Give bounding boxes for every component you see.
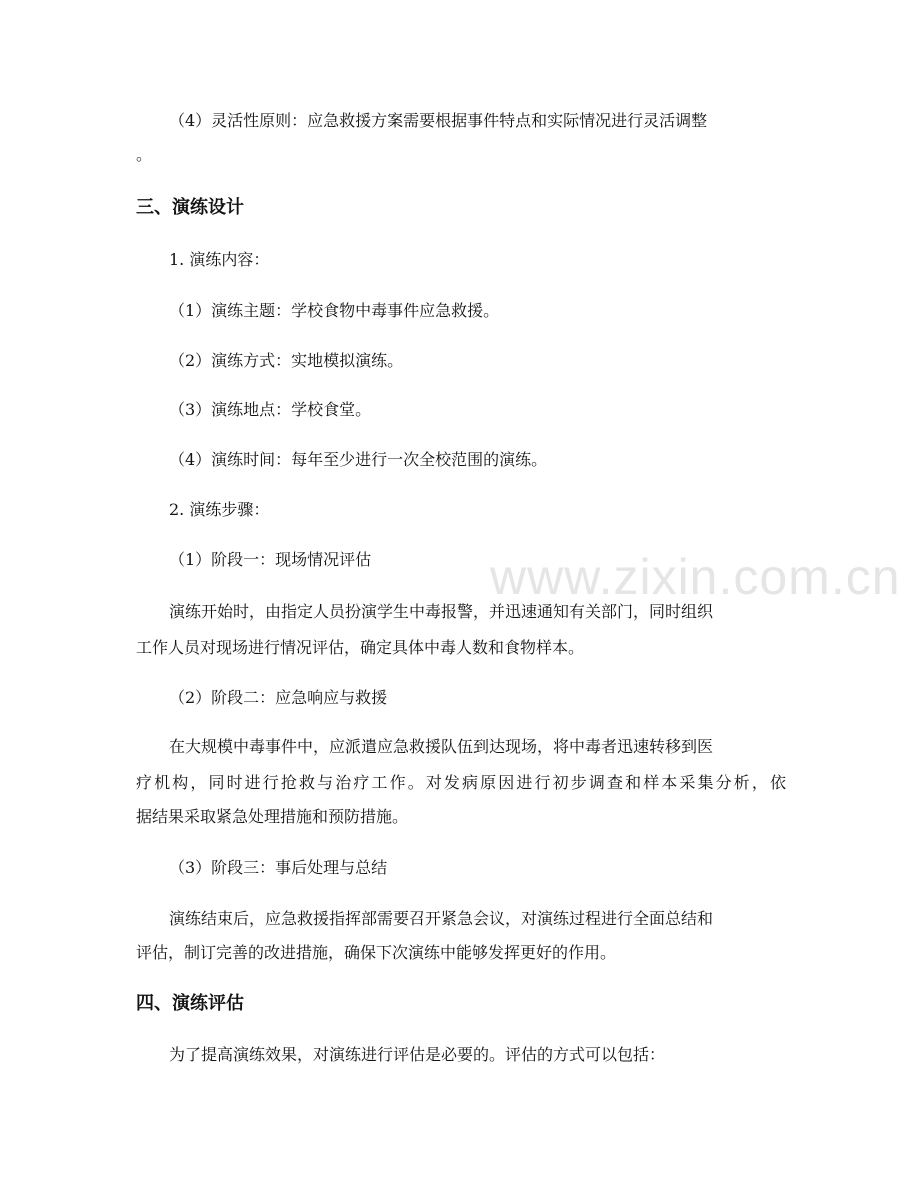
stage-one-text-line-2: 工作人员对现场进行情况评估，确定具体中毒人数和食物样本。 <box>136 638 585 657</box>
stage-one-text-line-1: 演练开始时，由指定人员扮演学生中毒报警，并迅速通知有关部门，同时组织 <box>169 602 714 621</box>
stage-two-text-line-1: 在大规模中毒事件中，应派遣应急救援队伍到达现场，将中毒者迅速转移到医 <box>169 737 714 756</box>
section-heading-drill-evaluation: 四、演练评估 <box>136 993 244 1014</box>
list-item-drill-location: （3）演练地点：学校食堂。 <box>169 400 372 419</box>
list-item-drill-time: （4）演练时间：每年至少进行一次全校范围的演练。 <box>169 450 548 469</box>
evaluation-intro: 为了提高演练效果，对演练进行评估是必要的。评估的方式可以包括： <box>169 1045 666 1064</box>
site-watermark: www.zixin.com.cn <box>490 549 901 605</box>
list-item-drill-method: （2）演练方式：实地模拟演练。 <box>169 351 404 370</box>
stage-three-text-line-1: 演练结束后，应急救援指挥部需要召开紧急会议，对演练过程进行全面总结和 <box>169 909 714 928</box>
subsection-drill-content: 1. 演练内容： <box>169 250 270 269</box>
stage-two-text-line-2: 疗机构，同时进行抢救与治疗工作。对发病原因进行初步调查和样本采集分析，依 <box>136 773 786 792</box>
stage-three-text-line-2: 评估，制订完善的改进措施，确保下次演练中能够发挥更好的作用。 <box>136 943 617 962</box>
stage-two-heading: （2）阶段二：应急响应与救援 <box>169 688 388 707</box>
paragraph-continuation: 。 <box>136 145 153 164</box>
stage-three-heading: （3）阶段三：事后处理与总结 <box>169 858 388 877</box>
list-item-drill-theme: （1）演练主题：学校食物中毒事件应急救援。 <box>169 301 500 320</box>
stage-two-text-line-3: 据结果采取紧急处理措施和预防措施。 <box>136 807 409 826</box>
paragraph-flexibility-principle: （4）灵活性原则：应急救援方案需要根据事件特点和实际情况进行灵活调整 <box>169 111 708 130</box>
stage-one-heading: （1）阶段一：现场情况评估 <box>169 550 372 569</box>
section-heading-drill-design: 三、演练设计 <box>136 197 244 218</box>
subsection-drill-steps: 2. 演练步骤： <box>169 500 270 519</box>
